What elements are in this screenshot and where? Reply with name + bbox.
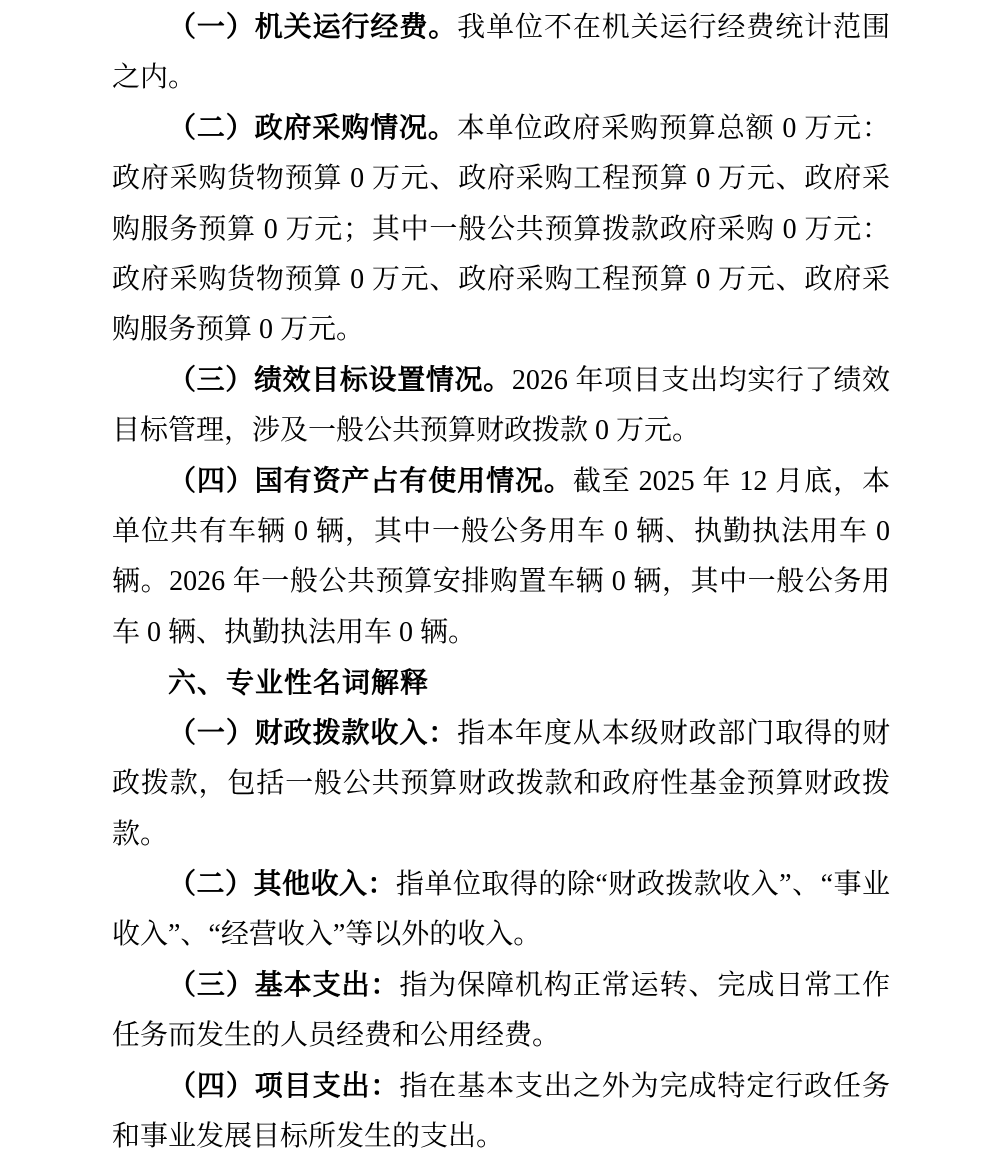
paragraph-text: 指在基本支出之外为完成特定行政任务和事业发展目标所发生的支出。 — [112, 1070, 890, 1152]
paragraph — [112, 860, 890, 961]
paragraph-lead: （四）国有资产占有使用情况。 — [168, 465, 573, 497]
paragraph-text: 指为保障机构正常运转、完成日常工作任务而发生的人员经费和公用经费。 — [112, 969, 890, 1052]
paragraph — [112, 961, 890, 1062]
paragraph-lead: （二）政府采购情况。 — [168, 112, 457, 144]
paragraph — [112, 457, 890, 659]
paragraph — [112, 104, 890, 356]
paragraph-lead: （四）项目支出： — [168, 1070, 400, 1102]
paragraph-lead: （二）其他收入： — [168, 868, 396, 900]
paragraph — [112, 3, 890, 104]
paragraph-lead: （三）基本支出： — [168, 969, 400, 1001]
paragraph — [112, 1062, 890, 1162]
paragraph-lead: 六、专业性名词解释 — [168, 667, 430, 699]
paragraph-text: 指单位取得的除“财政拨款收入”、“事业收入”、“经营收入”等以外的收入。 — [112, 868, 890, 951]
paragraph-text: 2026 年项目支出均实行了绩效目标管理，涉及一般公共预算财政拨款 0 万元。 — [112, 364, 890, 447]
paragraph-lead: （三）绩效目标设置情况。 — [168, 364, 512, 396]
paragraph-text: 本单位政府采购预算总额 0 万元：政府采购货物预算 0 万元、政府采购工程预算 0 万元、政府采购服务预算 0 万元；其中一般公共预算拨款政府采购 0 万元：政府采购货物预算 0 万元、政府采购工程预算 0 万元、政府采购服务预算 0 万元。 — [112, 112, 890, 346]
paragraph — [112, 709, 890, 860]
document-body — [112, 3, 890, 1162]
paragraph-lead: （一）财政拨款收入： — [168, 717, 458, 749]
paragraph-text: 指本年度从本级财政部门取得的财政拨款，包括一般公共预算财政拨款和政府性基金预算财政拨款。 — [112, 717, 890, 850]
paragraph-text: 截至 2025 年 12 月底，本单位共有车辆 0 辆，其中一般公务用车 0 辆、执勤执法用车 0 辆。2026 年一般公共预算安排购置车辆 0 辆，其中一般公务用车 0 辆、执勤执法用车 0 辆。 — [112, 465, 890, 648]
paragraph-text: 我单位不在机关运行经费统计范围之内。 — [112, 12, 890, 94]
paragraph — [112, 356, 890, 457]
paragraph — [112, 658, 890, 708]
paragraph-lead: （一）机关运行经费。 — [168, 12, 458, 43]
